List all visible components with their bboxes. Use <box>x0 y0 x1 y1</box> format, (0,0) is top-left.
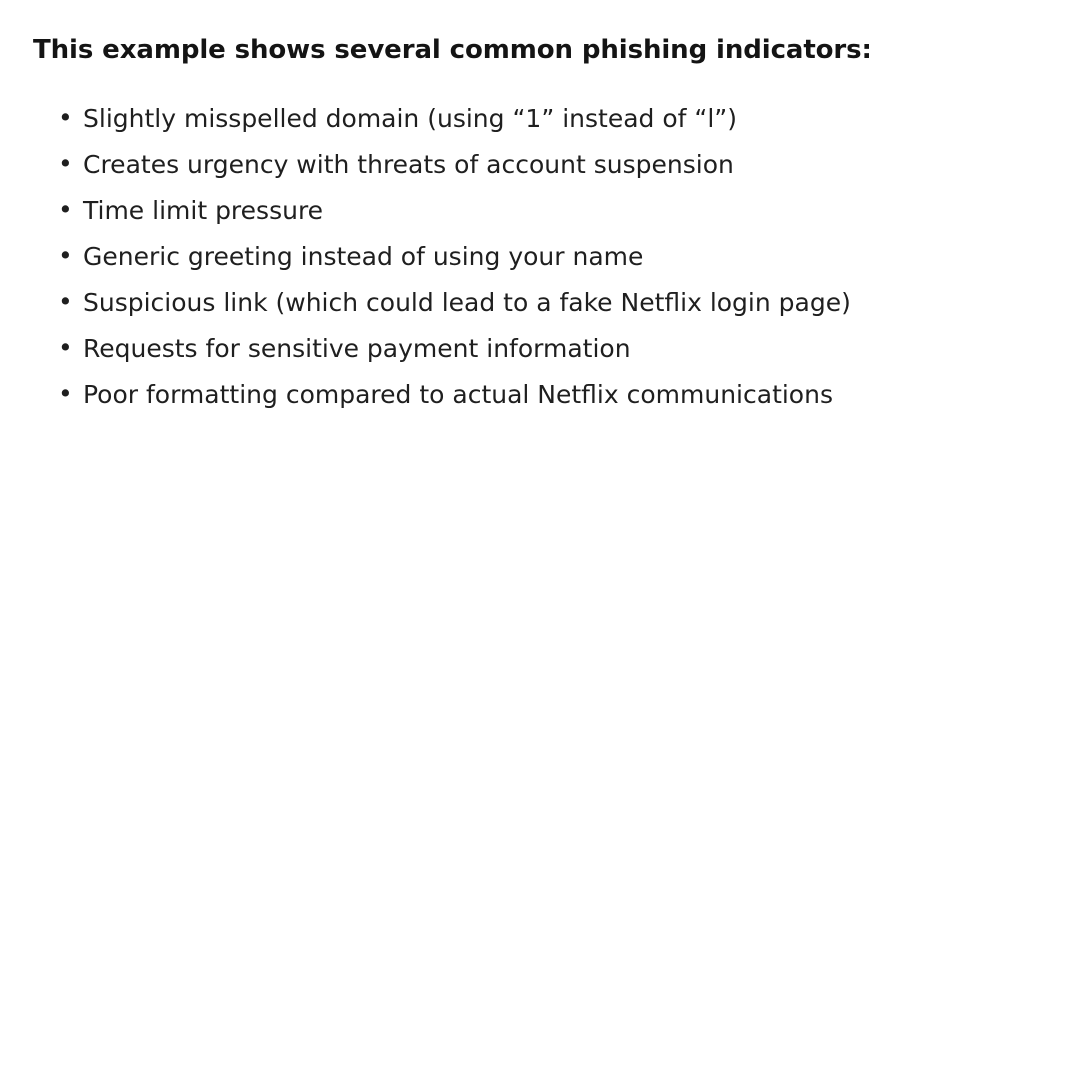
list-item: • Poor formatting compared to actual Netflix communications <box>33 382 1040 407</box>
list-item: • Suspicious link (which could lead to a fake Netflix login page) <box>33 290 1040 315</box>
list-item: • Creates urgency with threats of account suspension <box>33 152 1040 177</box>
page-title: This example shows several common phishing indicators: <box>33 35 872 65</box>
list-item: • Generic greeting instead of using your name <box>33 244 1040 269</box>
list-item: • Slightly misspelled domain (using “1” instead of “l”) <box>33 106 1040 131</box>
list-item: • Requests for sensitive payment information <box>33 336 1040 361</box>
phishing-indicator-list <box>33 103 1040 409</box>
list-item: • Time limit pressure <box>33 198 1040 223</box>
